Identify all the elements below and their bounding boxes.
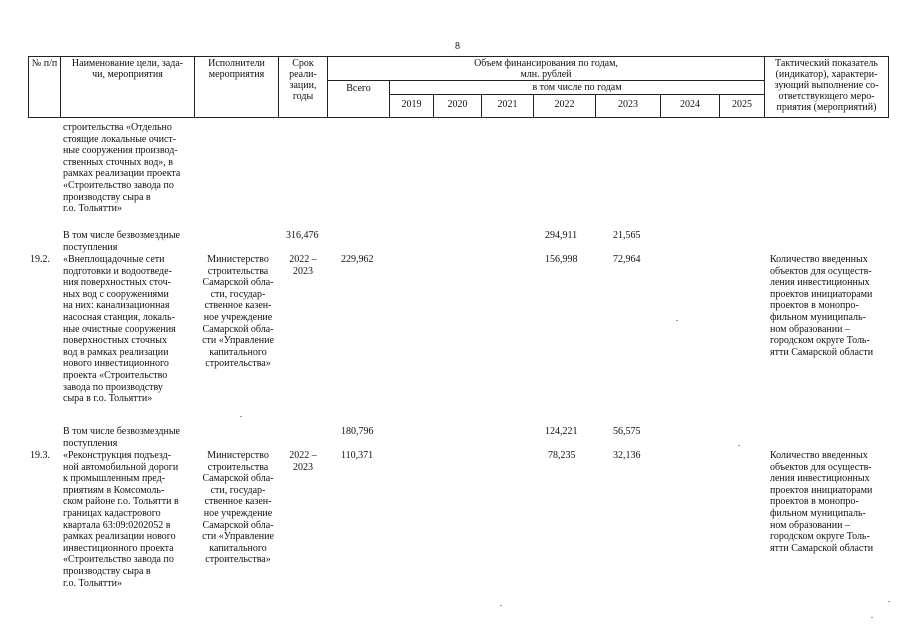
item-name-19-2: «Внеплощадочные сети подготовки и водоотведе- ния поверхностных сточ- ных вод с сооружениями на них: канализационная насосная станция, локаль- ные очистные сооружения поверхностных сточных вод в рамках реализации нового инвестиционного проекта «Строительство завода по производству сыра в г.о. Тольятти» bbox=[63, 254, 176, 405]
years-header-border bbox=[389, 94, 764, 95]
header-year-2025: 2025 bbox=[732, 99, 752, 110]
item-total-19-3: 110,371 bbox=[341, 450, 374, 461]
item-exec-19-2: Министерство строительства Самарской обла- сти, государ- ственное казен- ное учреждение Самарской обла- сти «Управление капитального строительства» bbox=[202, 254, 274, 370]
item-term-19-3: 2022 – 2023 bbox=[289, 450, 317, 473]
free-receipts-2023-2: 56,575 bbox=[613, 426, 641, 437]
scan-speck bbox=[240, 416, 242, 417]
header-year-2022: 2022 bbox=[554, 99, 575, 110]
scan-speck bbox=[888, 601, 890, 602]
header-incl: в том числе по годам bbox=[532, 82, 622, 93]
header-name: Наименование цели, зада- чи, мероприятия bbox=[71, 58, 184, 80]
header-year-2023: 2023 bbox=[618, 99, 638, 110]
incl-header-border bbox=[327, 80, 764, 81]
free-receipts-2023-1: 21,565 bbox=[613, 230, 641, 241]
header-year-2024: 2024 bbox=[680, 99, 700, 110]
item-2023-19-2: 72,964 bbox=[613, 254, 641, 265]
header-year-2019: 2019 bbox=[401, 99, 422, 110]
item-2022-19-2: 156,998 bbox=[545, 254, 578, 265]
header-total: Всего bbox=[346, 83, 371, 94]
col-border-13 bbox=[888, 56, 889, 118]
continued-name-text: строительства «Отдельно стоящие локальные очист- ные сооружения производ- ственных сточных вод», в рамках реализации проекта «Строительство завода по производству сыра в г.о. Тольятти» bbox=[63, 122, 181, 215]
header-exec: Исполнители мероприятия bbox=[208, 58, 265, 80]
scan-speck bbox=[500, 605, 502, 606]
free-receipts-label-2: В том числе безвозмездные поступления bbox=[63, 426, 180, 449]
item-number-19-2: 19.2. bbox=[30, 254, 50, 265]
header-tactic: Тактический показатель (индикатор), характери- зующий выполнение со- ответствующего меро- приятия (мероприятий) bbox=[774, 58, 879, 113]
header-year-2020: 2020 bbox=[447, 99, 468, 110]
header-term: Срок реали- зации, годы bbox=[289, 58, 317, 102]
item-exec-19-3: Министерство строительства Самарской обла- сти, государ- ственное казен- ное учреждение Самарской обла- сти «Управление капитального строительства» bbox=[202, 450, 274, 566]
free-receipts-total-2: 180,796 bbox=[341, 426, 374, 437]
table-header-bottom-border bbox=[28, 117, 888, 118]
item-term-19-2: 2022 – 2023 bbox=[289, 254, 317, 277]
free-receipts-total-1: 316,476 bbox=[286, 230, 319, 241]
header-funding: Объем финансирования по годам, млн. рублей bbox=[474, 58, 618, 80]
free-receipts-2022-1: 294,911 bbox=[545, 230, 578, 241]
item-tactic-19-3: Количество введенных объектов для осуществ- ления инвестиционных проектов инициаторами проектов в монопро- фильном муниципаль- ном образовании – городском округе Толь- ятти Самарской области bbox=[770, 450, 874, 554]
scan-speck bbox=[738, 445, 740, 446]
item-total-19-2: 229,962 bbox=[341, 254, 374, 265]
item-name-19-3: «Реконструкция подъезд- ной автомобильной дороги к промышленным пред- приятиям в Комсомоль- ском районе г.о. Тольятти в границах кадастрового квартала 63:09:0202052 в рамках реализации нового инвестиционного проекта «Строительство завода по производству сыра в г.о. Тольятти» bbox=[63, 450, 179, 589]
item-2023-19-3: 32,136 bbox=[613, 450, 641, 461]
item-number-19-3: 19.3. bbox=[30, 450, 50, 461]
header-year-2021: 2021 bbox=[497, 99, 518, 110]
table-top-border bbox=[28, 56, 888, 57]
scan-speck bbox=[676, 320, 678, 321]
free-receipts-label-1: В том числе безвозмездные поступления bbox=[63, 230, 180, 253]
page-number: 8 bbox=[455, 41, 460, 52]
item-tactic-19-2: Количество введенных объектов для осуществ- ления инвестиционных проектов инициаторами проектов в монопро- фильном муниципаль- ном образовании – городском округе Толь- ятти Самарской области bbox=[770, 254, 874, 358]
free-receipts-2022-2: 124,221 bbox=[545, 426, 578, 437]
item-2022-19-3: 78,235 bbox=[548, 450, 576, 461]
header-num: № п/п bbox=[31, 58, 58, 69]
scan-speck bbox=[871, 617, 873, 618]
